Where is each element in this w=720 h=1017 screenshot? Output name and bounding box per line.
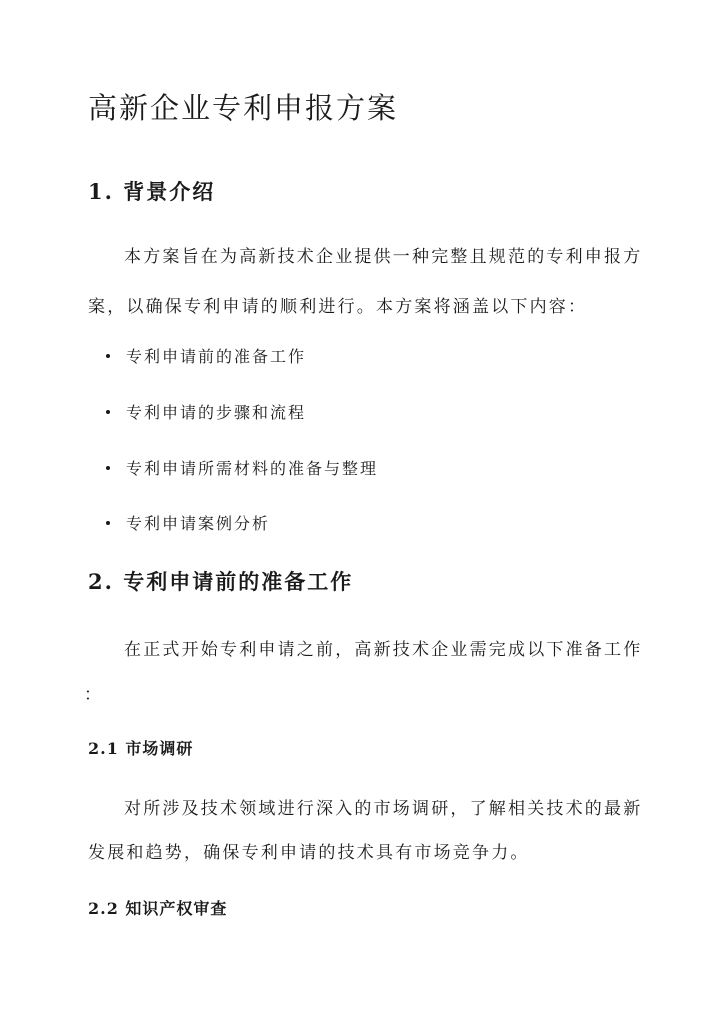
list-item bbox=[106, 456, 378, 479]
list-item-text: 专利申请案例分析 bbox=[126, 514, 271, 533]
section-2-paragraph-line-1: 在正式开始专利申请之前，高新技术企业需完成以下准备工作 bbox=[124, 640, 643, 660]
subsection-2-2-heading: 2.2 知识产权审查 bbox=[88, 899, 228, 918]
list-item bbox=[106, 511, 270, 534]
list-item-text: 专利申请的步骤和流程 bbox=[126, 403, 307, 422]
document-title: 高新企业专利申报方案 bbox=[88, 91, 399, 125]
bullet-icon bbox=[106, 410, 110, 414]
subsection-2-1-paragraph-line-1: 对所涉及技术领域进行深入的市场调研，了解相关技术的最新 bbox=[124, 799, 643, 819]
section-1-heading: 1. 背景介绍 bbox=[88, 179, 216, 204]
list-item-text: 专利申请所需材料的准备与整理 bbox=[126, 459, 379, 478]
section-1-paragraph-line-1: 本方案旨在为高新技术企业提供一种完整且规范的专利申报方 bbox=[124, 247, 643, 267]
subsection-2-1-paragraph-line-2: 发展和趋势，确保专利申请的技术具有市场竞争力。 bbox=[88, 843, 530, 863]
bullet-icon bbox=[106, 354, 110, 358]
list-item bbox=[106, 344, 306, 367]
list-item-text: 专利申请前的准备工作 bbox=[126, 347, 307, 366]
section-1-paragraph-line-2: 案，以确保专利申请的顺利进行。本方案将涵盖以下内容： bbox=[88, 297, 588, 317]
section-2-paragraph-line-2: ： bbox=[84, 685, 104, 705]
bullet-icon bbox=[106, 521, 110, 525]
list-item bbox=[106, 400, 306, 423]
section-2-heading: 2. 专利申请前的准备工作 bbox=[88, 569, 354, 594]
subsection-2-1-heading: 2.1 市场调研 bbox=[88, 739, 194, 758]
bullet-icon bbox=[106, 466, 110, 470]
